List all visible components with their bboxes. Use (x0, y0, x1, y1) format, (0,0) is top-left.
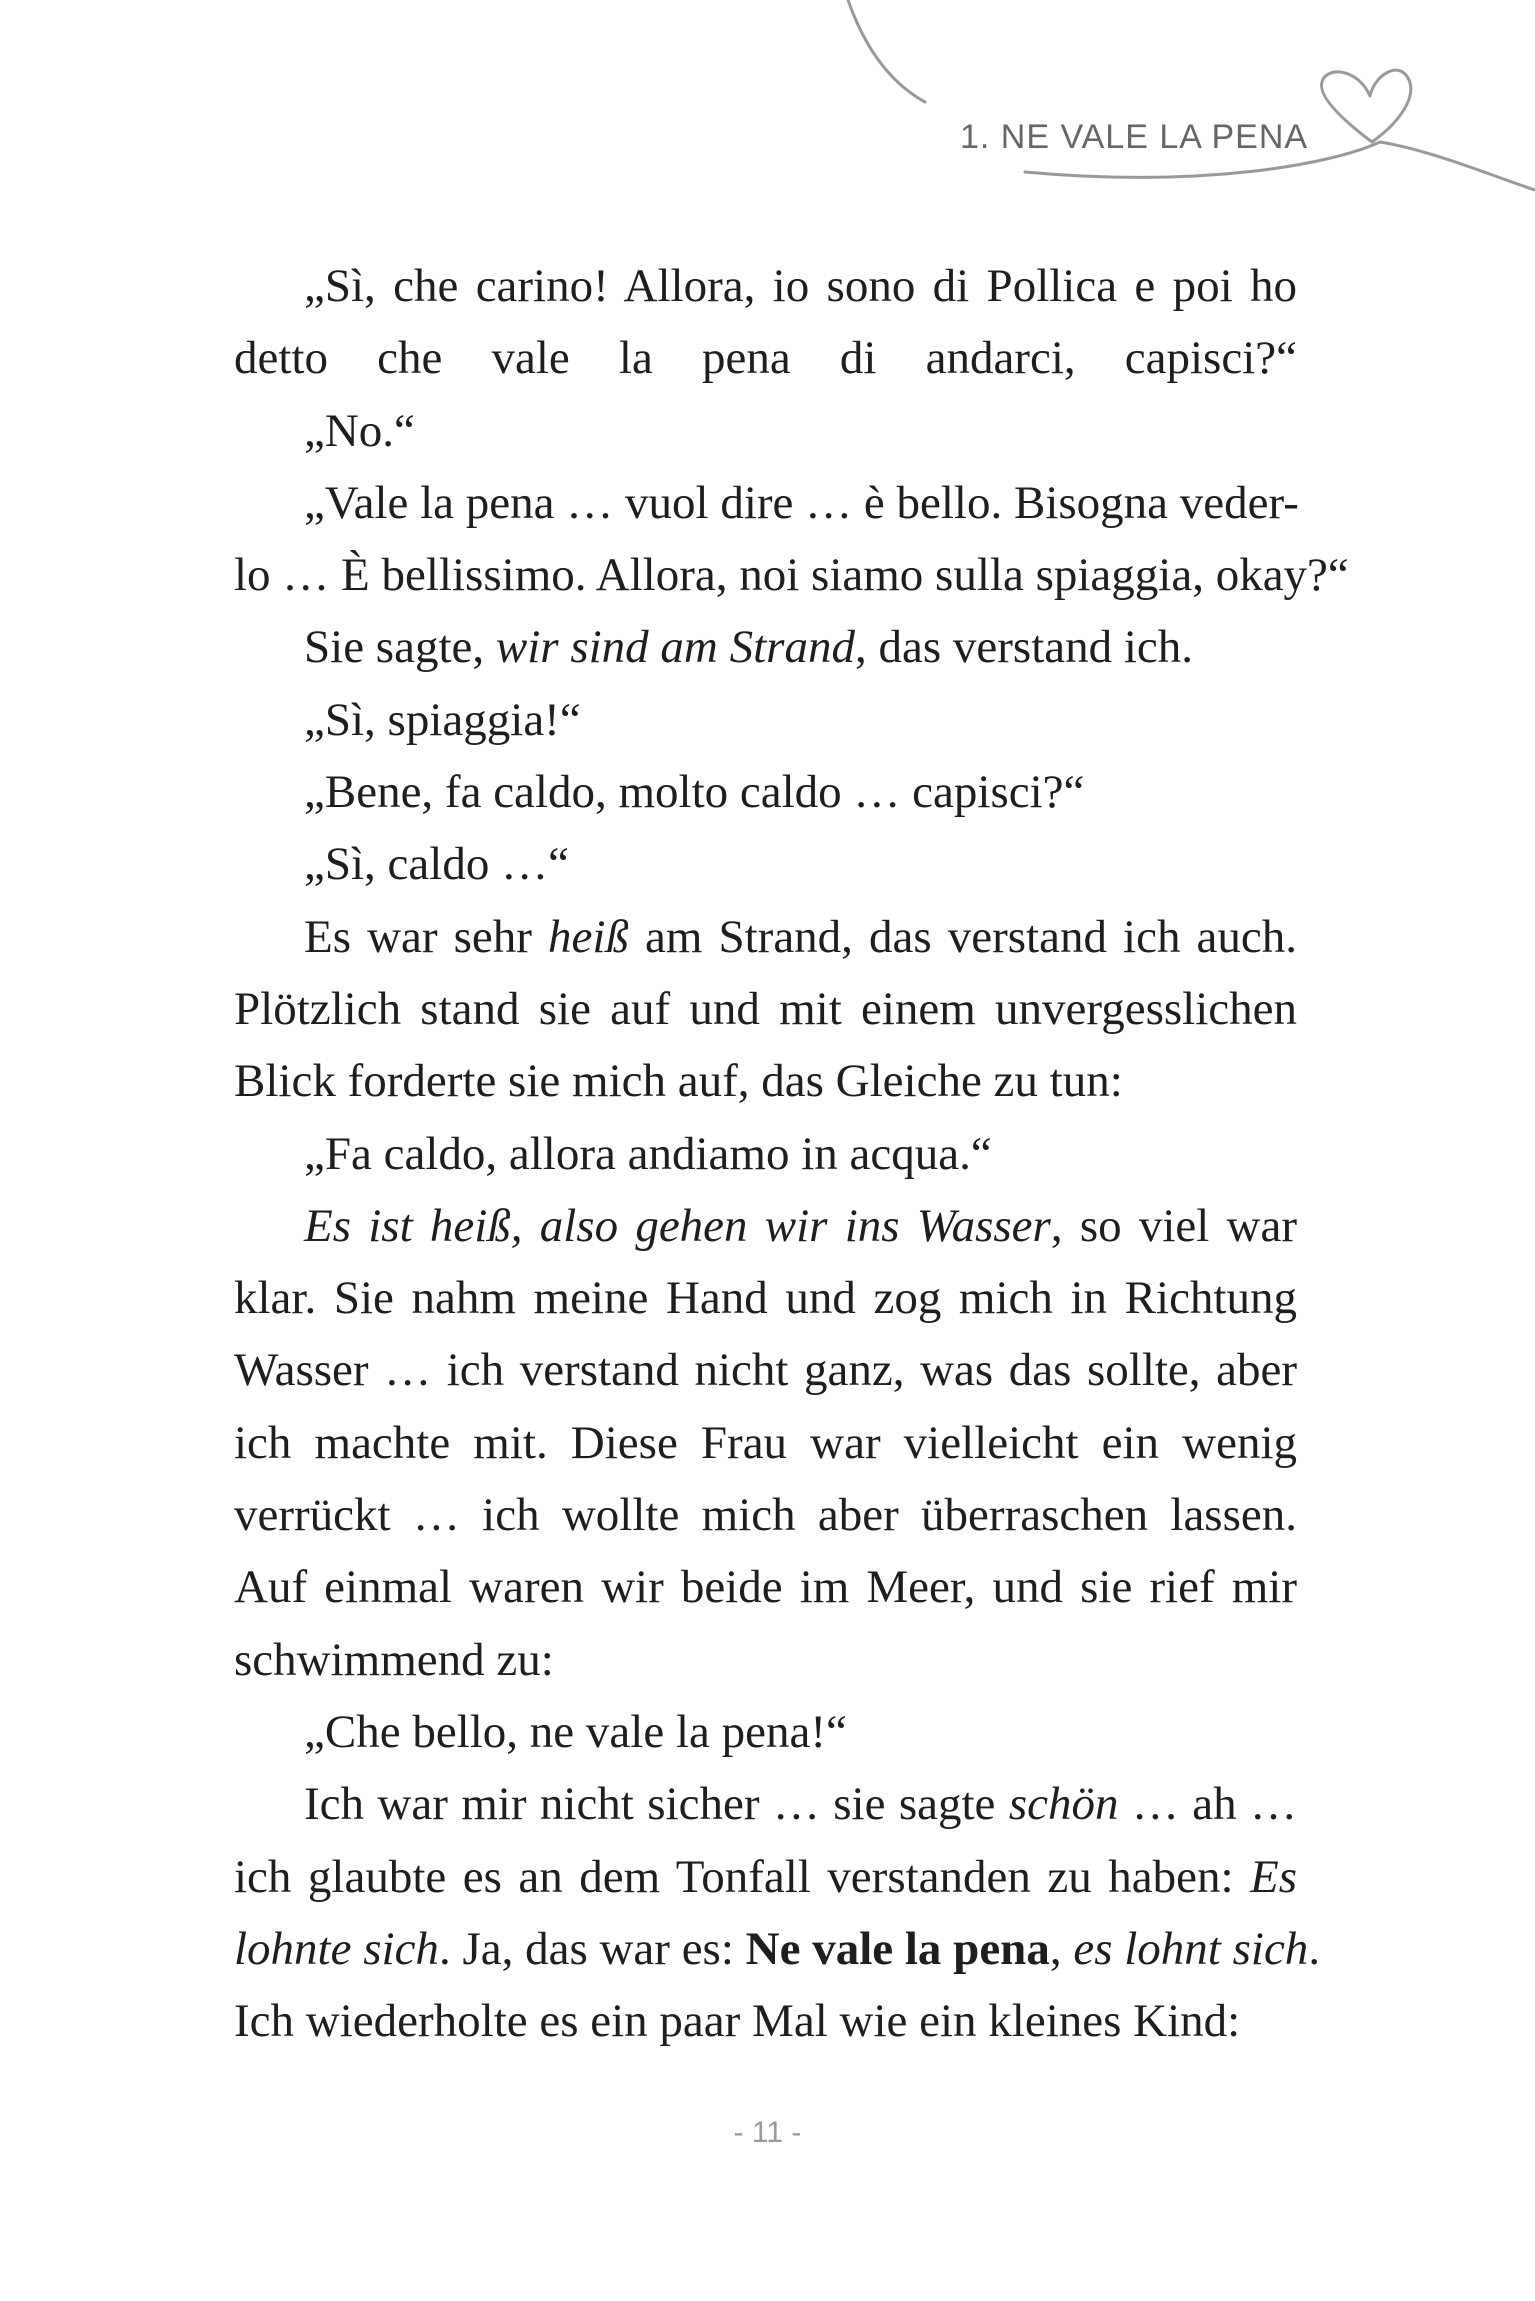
text-run: „Vale la pena … vuol dire … è bello. Bisogna veder- (304, 476, 1299, 529)
italic-text: lohnte sich (234, 1922, 439, 1975)
text-line (234, 1551, 1297, 1623)
body-text (234, 250, 1349, 2057)
italic-text: schön (1008, 1778, 1119, 1831)
text-line (234, 973, 1297, 1045)
text-line (234, 756, 1297, 828)
text-run: Ich war mir nicht sicher … sie sagte (304, 1778, 1009, 1831)
text-run: … ah … (1118, 1778, 1297, 1831)
text-line (234, 611, 1297, 683)
swirl-top-line (848, 0, 925, 102)
text-line (234, 1696, 1297, 1768)
text-run: ich glaubte es an dem Tonfall verstanden zu haben: (234, 1850, 1250, 1903)
chapter-title: 1. NE VALE LA PENA (960, 118, 1309, 156)
text-run: „Sì, caldo …“ (304, 838, 569, 891)
text-run: Auf einmal waren wir beide im Meer, und sie rief mir (234, 1561, 1297, 1614)
italic-text: wir sind am Strand (495, 621, 855, 674)
text-run: Sie sagte, (304, 621, 496, 674)
italic-text: es lohnt sich (1073, 1922, 1309, 1975)
text-line (234, 828, 1297, 900)
text-run: detto che vale la pena di andarci, capisci?“ (234, 332, 1297, 385)
text-run: . (1308, 1922, 1321, 1975)
text-run: Wasser … ich verstand nicht ganz, was das sollte, aber (234, 1344, 1297, 1397)
text-line (234, 1985, 1297, 2057)
text-line (234, 1841, 1297, 1913)
text-line (234, 901, 1297, 973)
text-line (234, 1768, 1297, 1840)
text-line (234, 250, 1297, 322)
text-line (234, 395, 1297, 467)
text-line (234, 1118, 1297, 1190)
text-line (234, 322, 1297, 394)
text-run: , das verstand ich. (854, 621, 1194, 674)
text-run: Blick forderte sie mich auf, das Gleiche zu tun: (234, 1055, 1123, 1108)
text-line (234, 1913, 1321, 1985)
text-run: am Strand, das verstand ich auch. (628, 910, 1297, 963)
page-number: - 11 - (733, 2116, 802, 2149)
text-run: verrückt … ich wollte mich aber überraschen lassen. (234, 1489, 1297, 1542)
heart-icon (1322, 70, 1411, 142)
text-run: Ich wiederholte es ein paar Mal wie ein kleines Kind: (234, 1995, 1241, 2048)
text-run: ich machte mit. Diese Frau war vielleicht ein wenig (234, 1416, 1297, 1469)
bold-text: Ne vale la pena (745, 1922, 1050, 1975)
text-run: „Sì, spiaggia!“ (304, 693, 581, 746)
text-run: „Sì, che carino! Allora, io sono di Pollica e poi ho (304, 260, 1297, 312)
text-line (234, 1479, 1297, 1551)
text-run: lo … È bellissimo. Allora, noi siamo sulla spiaggia, okay?“ (234, 549, 1349, 602)
text-run: Plötzlich stand sie auf und mit einem unvergesslichen (234, 982, 1297, 1035)
text-line (234, 1334, 1297, 1406)
text-line (234, 684, 1297, 756)
text-line (234, 1190, 1297, 1262)
text-line (234, 1407, 1297, 1479)
text-run: Es war sehr (304, 910, 548, 963)
text-line (234, 1624, 1297, 1696)
text-line (234, 539, 1349, 611)
text-run: , so viel war (1050, 1199, 1297, 1252)
italic-text: Es (1250, 1850, 1297, 1903)
text-run: klar. Sie nahm meine Hand und zog mich in Richtung (234, 1272, 1297, 1325)
text-line (234, 467, 1297, 539)
text-line (234, 1262, 1297, 1334)
text-run: „No.“ (304, 404, 415, 457)
italic-text: heiß (547, 910, 629, 963)
text-run: „Che bello, ne vale la pena!“ (304, 1705, 847, 1758)
text-run: schwimmend zu: (234, 1633, 554, 1686)
italic-text: Es ist heiß, also gehen wir ins Wasser (304, 1199, 1051, 1252)
text-run: . Ja, das war es: (438, 1922, 746, 1975)
text-run: „Fa caldo, allora andiamo in acqua.“ (304, 1127, 992, 1180)
text-run: , (1049, 1922, 1074, 1975)
text-line (234, 1045, 1297, 1117)
text-run: „Bene, fa caldo, molto caldo … capisci?“ (304, 766, 1085, 819)
